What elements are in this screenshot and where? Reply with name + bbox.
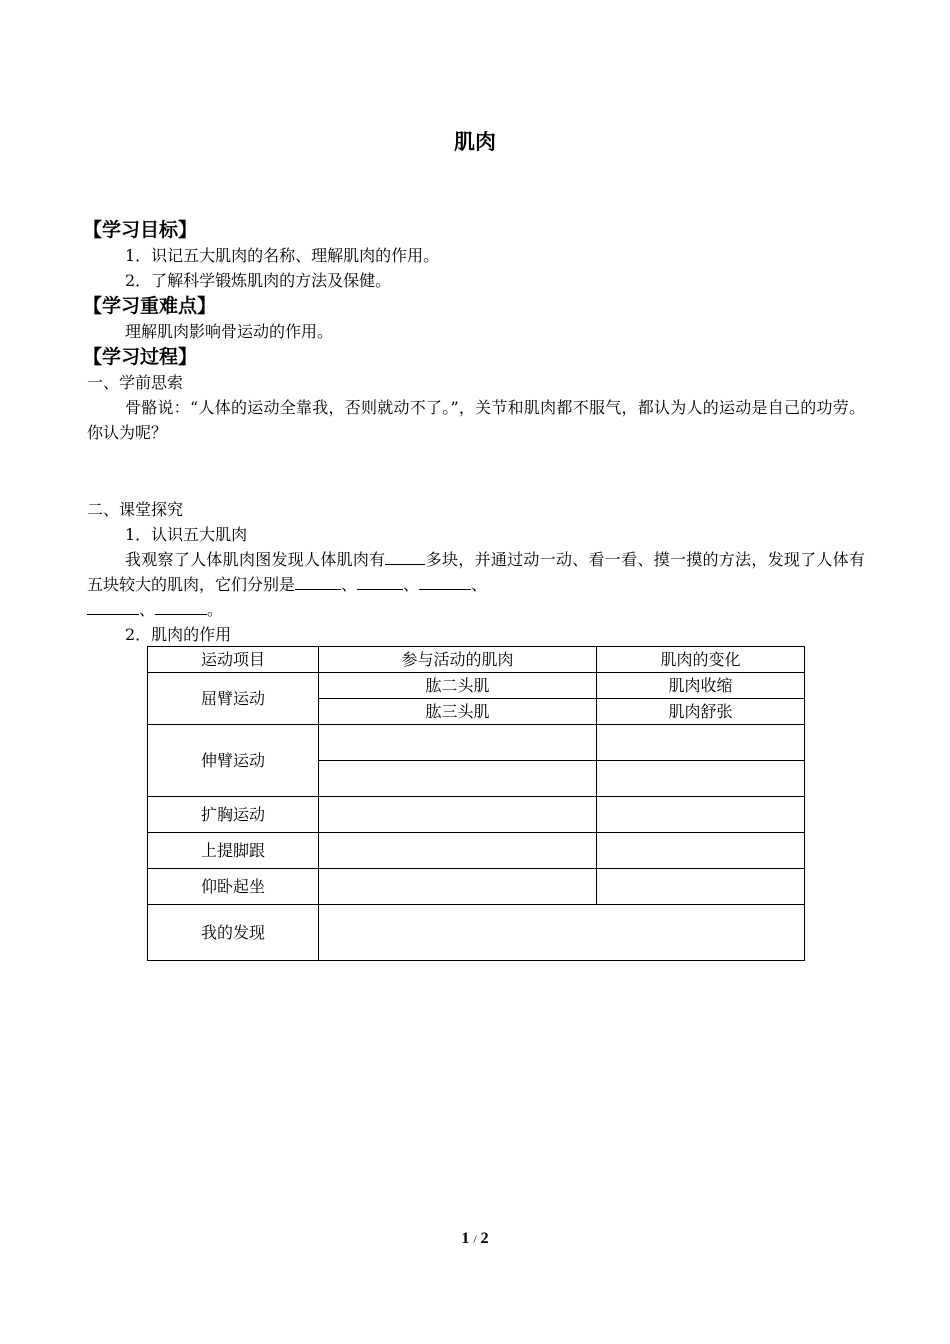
table-cell-empty[interactable] [597,725,805,761]
table-row-label: 伸臂运动 [148,725,319,797]
table-cell: 肌肉舒张 [597,699,805,725]
table-header-row [148,647,805,673]
table-row-label: 仰卧起坐 [148,869,319,905]
table-row-label: 屈臂运动 [148,673,319,725]
fill-blank-count[interactable] [385,547,425,565]
table-cell-empty[interactable] [319,761,597,797]
table-cell-empty[interactable] [319,725,597,761]
fill-blank-muscle-1[interactable] [295,572,341,590]
table-row-label: 我的发现 [148,905,319,961]
table-cell-empty[interactable] [597,761,805,797]
section-heading-goals: 【学习目标】 [83,219,198,241]
table-row [148,833,805,869]
table-cell: 肱二头肌 [319,673,597,699]
section-heading-keypoints: 【学习重难点】 [83,295,217,317]
sub1-text-b: 多块，并通过动一动、看一看、摸一摸的方法，发现了人体有五块较大的肌肉，它们分别是 [87,550,865,594]
sub1-title: 1．认识五大肌肉 [125,525,248,544]
table-cell: 肌肉收缩 [597,673,805,699]
table-cell-empty[interactable] [319,869,597,905]
keypoint-item: 理解肌肉影响骨运动的作用。 [125,322,334,341]
table-header-cell: 运动项目 [148,647,319,673]
page-title: 肌肉 [454,130,496,154]
page-number [0,1230,950,1248]
period: 。 [207,600,224,619]
fill-blank-muscle-3[interactable] [419,572,471,590]
table-row-label: 上提脚跟 [148,833,319,869]
table-header-cell: 参与活动的肌肉 [319,647,597,673]
part1-title: 一、学前思索 [87,373,184,392]
table-cell-empty[interactable] [319,905,805,961]
separator: 、 [341,575,358,594]
table-row-label: 扩胸运动 [148,797,319,833]
table-cell-empty[interactable] [597,833,805,869]
fill-blank-muscle-4[interactable] [87,597,139,615]
table-header-cell: 肌肉的变化 [597,647,805,673]
section-heading-process: 【学习过程】 [83,346,198,368]
table-cell-empty[interactable] [319,833,597,869]
sub1-paragraph [87,547,865,622]
table-row [148,869,805,905]
page-current: 1 [461,1230,470,1247]
sub1-text-a: 我观察了人体肌肉图发现人体肌肉有 [125,550,386,569]
table-cell-empty[interactable] [597,797,805,833]
document-body [83,217,865,647]
page-separator: / [473,1232,477,1246]
table-row [148,905,805,961]
table-row [148,797,805,833]
separator: 、 [471,575,488,594]
fill-blank-muscle-2[interactable] [357,572,403,590]
goal-item-1: 1．识记五大肌肉的名称、理解肌肉的作用。 [125,246,440,265]
goal-item-2: 2．了解科学锻炼肌肉的方法及保健。 [125,271,392,290]
muscle-function-table [147,646,805,961]
answer-space [87,445,865,497]
table-row [148,725,805,761]
table-row [148,673,805,699]
page-total: 2 [480,1230,489,1247]
separator: 、 [139,600,156,619]
sub2-title: 2．肌肉的作用 [125,625,232,644]
fill-blank-muscle-5[interactable] [155,597,207,615]
separator: 、 [403,575,420,594]
table-cell-empty[interactable] [597,869,805,905]
table-cell: 肱三头肌 [319,699,597,725]
table-cell-empty[interactable] [319,797,597,833]
part2-title: 二、课堂探究 [87,500,184,519]
part1-paragraph: 骨骼说：“人体的运动全靠我，否则就动不了。”，关节和肌肉都不服气，都认为人的运动是自己的功劳。你认为呢？ [87,398,865,442]
